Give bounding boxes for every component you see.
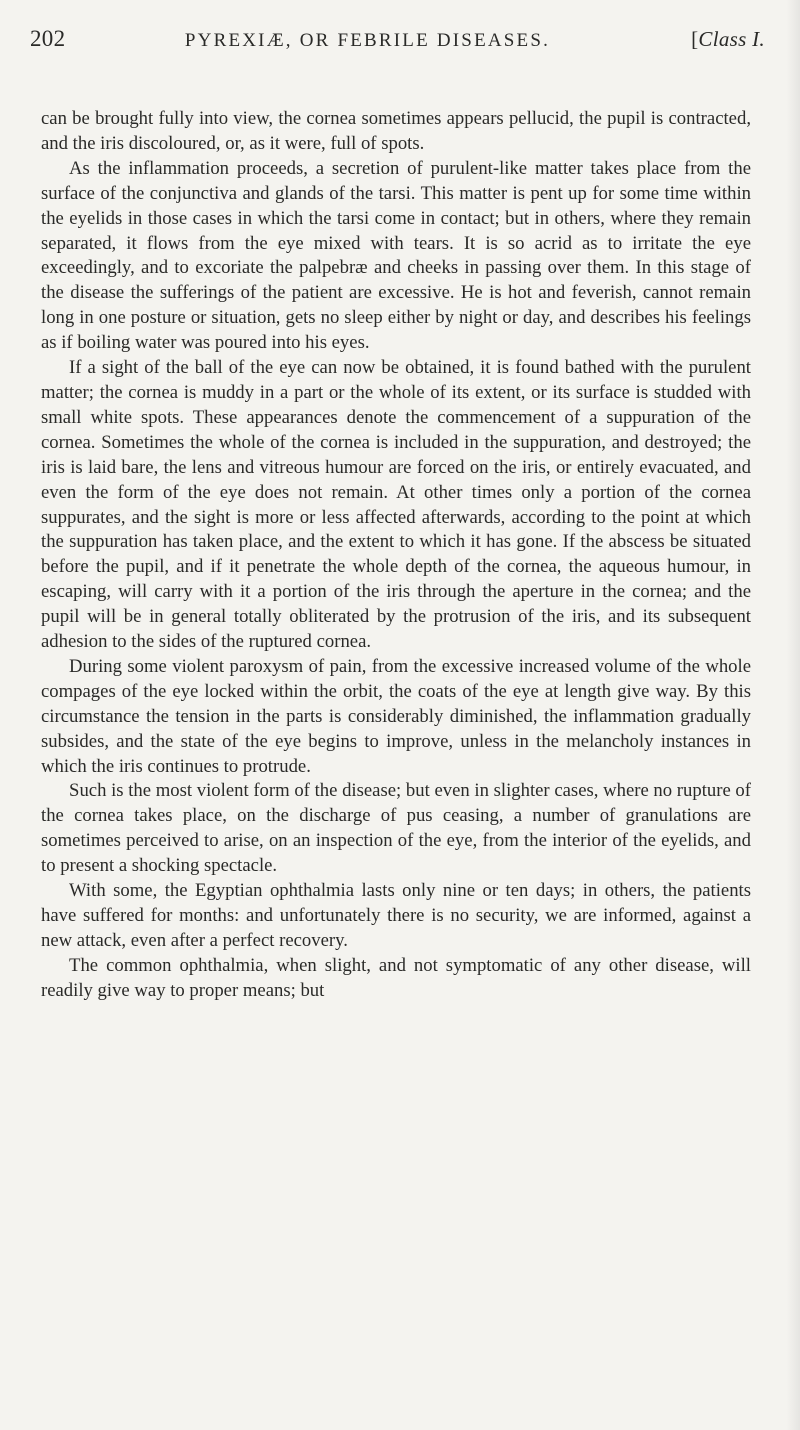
page-number: 202 [30, 26, 66, 51]
section-bracket: [ [691, 27, 699, 51]
running-head [30, 26, 765, 62]
paragraph-continued: can be brought fully into view, the cornea sometimes appears pellucid, the pupil is contracted, and the iris discoloured, or, as it were, full of spots. [41, 108, 751, 154]
section-class: Class I. [698, 27, 765, 51]
body-text [41, 107, 751, 1004]
paragraph: If a sight of the ball of the eye can now be obtained, it is found bathed with the purulent matter; the cornea is muddy in a part or the whole of its extent, or its surface is studded with small white spots. These appearances denote the commencement of a suppuration of the cornea. Sometimes the whole of the cornea is included in the suppuration, and destroyed; the iris is laid bare, the lens and vitreous humour are forced on the iris, or entirely evacuated, and even the form of the eye does not remain. At other times only a portion of the cornea suppurates, and the sight is more or less affected afterwards, according to the point at which the suppuration has taken place, and the extent to which it has gone. If the abscess be situated before the pupil, and if it penetrate the whole depth of the cornea, the aqueous humour, in escaping, will carry with it a portion of the iris through the aperture in the cornea; and the pupil will be in general totally obliterated by the protrusion of the iris, and its subsequent adhesion to the sides of the ruptured cornea. [41, 357, 751, 653]
paragraph: With some, the Egyptian ophthalmia lasts only nine or ten days; in others, the patients have suffered for months: and unfortunately there is no security, we are informed, against a new attack, even after a perfect recovery. [41, 880, 751, 951]
section-label [645, 27, 765, 52]
paragraph: The common ophthalmia, when slight, and not symptomatic of any other disease, will readily give way to proper means; but [41, 954, 751, 1001]
paragraph: During some violent paroxysm of pain, from the excessive increased volume of the whole compages of the eye locked within the orbit, the coats of the eye at length give way. By this circumstance the tension in the parts is considerably diminished, the inflammation gradually subsides, and the state of the eye begins to improve, unless in the melancholy instances in which the iris continues to protrude. [41, 655, 751, 777]
paragraph: As the inflammation proceeds, a secretion of purulent-like matter takes place from the surface of the conjunctiva and glands of the tarsi. This matter is pent up for some time within the eyelids in those cases in which the tarsi come in contact; but in others, where they remain separated, it flows from the eye mixed with tears. It is so acrid as to irritate the eye exceedingly, and to excoriate the palpebræ and cheeks in passing over them. In this stage of the disease the sufferings of the patient are excessive. He is hot and feverish, cannot remain long in one posture or situation, gets no sleep either by night or day, and describes his feelings as if boiling water was poured into his eyes. [41, 157, 751, 354]
page-edge-shadow [786, 0, 800, 1430]
paragraph: Such is the most violent form of the disease; but even in slighter cases, where no rupture of the cornea takes place, on the discharge of pus ceasing, a number of granulations are sometimes perceived to arise, on an inspection of the eye, from the interior of the eyelids, and to present a shocking spectacle. [41, 780, 751, 877]
running-title: PYREXIÆ, OR FEBRILE DISEASES. [184, 30, 551, 51]
